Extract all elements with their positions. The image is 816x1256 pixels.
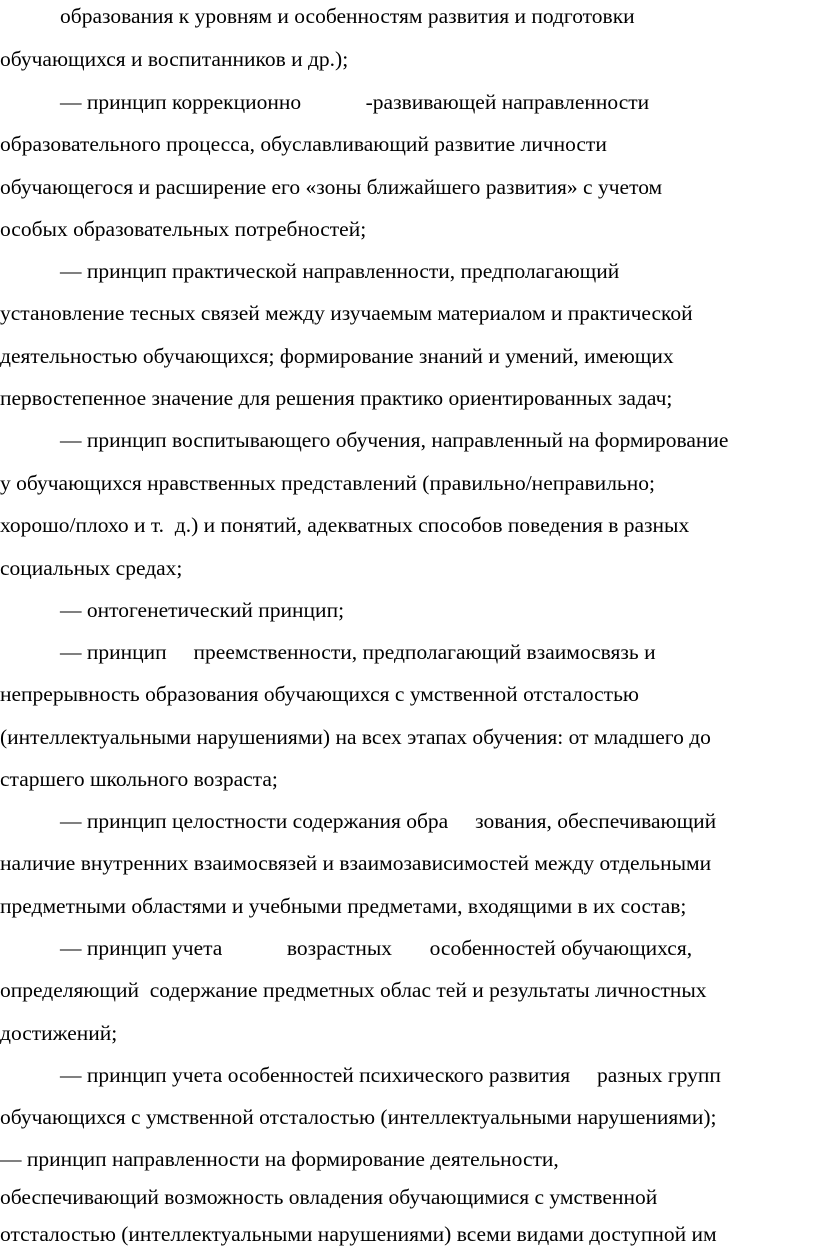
text-line: — принцип учета возрастных особенностей обучающихся, <box>60 936 693 960</box>
text-line: установление тесных связей между изучаемым материалом и практической <box>0 301 693 325</box>
text-line: образовательного процесса, обуславливающий развитие личности <box>0 132 607 156</box>
text-line: обучающихся и воспитанников и др.); <box>0 47 349 71</box>
text-line: (интеллектуальными нарушениями) на всех этапах обучения: от младшего до <box>0 725 711 749</box>
text-line: у обучающихся нравственных представлений (правильно/неправильно; <box>0 471 655 495</box>
text-line: предметными областями и учебными предметами, входящими в их состав; <box>0 894 687 918</box>
text-line: деятельностью обучающихся; формирование знаний и умений, имеющих <box>0 344 674 368</box>
text-line: — принцип коррекционно -развивающей направленности <box>60 90 650 114</box>
text-line: хорошо/плохо и т. д.) и понятий, адекватных способов поведения в разных <box>0 513 690 537</box>
text-line: обучающихся с умственной отсталостью (интеллектуальными нарушениями); <box>0 1105 717 1129</box>
text-line: — принцип целостности содержания обра зования, обеспечивающий <box>60 809 717 833</box>
text-line: — принцип практической направленности, предполагающий <box>60 259 620 283</box>
text-line: образования к уровням и особенностям развития и подготовки <box>60 4 635 28</box>
text-line: социальных средах; <box>0 556 183 580</box>
text-line: старшего школьного возраста; <box>0 767 278 791</box>
text-line: — принцип воспитывающего обучения, направленный на формирование <box>60 428 729 452</box>
text-line: отсталостью (интеллектуальными нарушениями) всеми видами доступной им <box>0 1222 717 1246</box>
text-line: обучающегося и расширение его «зоны ближайшего развития» с учетом <box>0 175 663 199</box>
text-line: достижений; <box>0 1021 118 1045</box>
text-line: наличие внутренних взаимосвязей и взаимозависимостей между отдельными <box>0 851 712 875</box>
text-line: — принцип преемственности, предполагающий взаимосвязь и <box>60 640 656 664</box>
text-line: первостепенное значение для решения практико ориентированных задач; <box>0 386 673 410</box>
text-line: непрерывность образования обучающихся с умственной отсталостью <box>0 682 639 706</box>
text-line: — принцип направленности на формирование деятельности, <box>0 1147 559 1171</box>
text-line: обеспечивающий возможность овладения обучающимися с умственной <box>0 1185 658 1209</box>
text-line: особых образовательных потребностей; <box>0 217 367 241</box>
text-line: — онтогенетический принцип; <box>60 598 345 622</box>
text-line: определяющий содержание предметных облас тей и результаты личностных <box>0 978 707 1002</box>
text-line: — принцип учета особенностей психического развития разных групп <box>60 1063 721 1087</box>
